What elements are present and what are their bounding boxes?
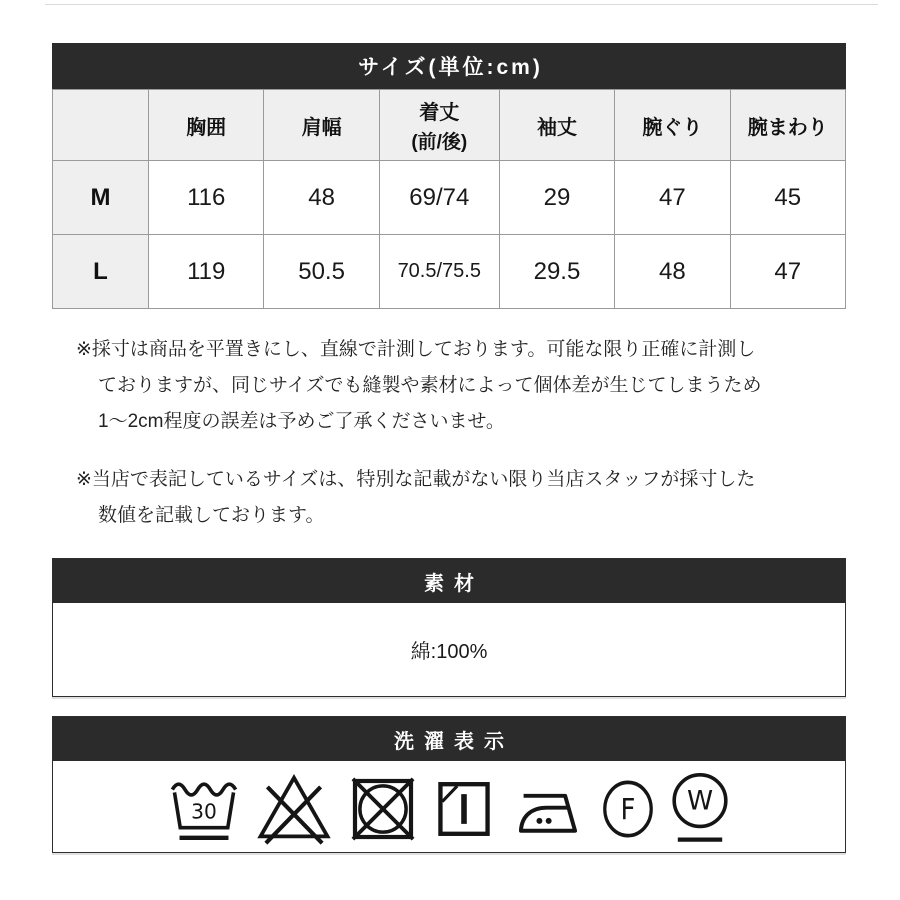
note-line: ておりますが、同じサイズでも縫製や素材によって個体差が生じてしまうため [98,375,762,396]
size-section-title-bar [52,43,846,89]
care-title: 洗濯表示 [394,730,514,753]
iron-medium-icon [510,776,586,842]
table-row-size-l [53,235,846,309]
material-title-bar [53,559,845,603]
page-top-divider [45,4,878,5]
row-label-m: M [53,161,149,235]
note-line: ※採寸は商品を平置きにし、直線で計測しております。可能な限り正確に計測し [76,339,756,360]
care-title-bar [53,717,845,761]
col-header-sleeve: 袖丈 [499,90,614,161]
dry-clean-letter: F [620,791,636,827]
table-row-size-m [53,161,846,235]
care-symbols-row [53,761,845,854]
do-not-tumble-dry-icon [348,774,418,844]
m-length: 69/74 [379,161,499,235]
wash-30-gentle-icon [168,773,240,845]
col-header-shoulder: 肩幅 [264,90,379,161]
l-shoulder: 50.5 [264,235,379,309]
note-line: 数値を記載しております。 [98,505,325,526]
wet-clean-gentle-icon [670,772,730,846]
material-section [52,558,846,697]
hang-dry-in-shade-icon [433,776,495,842]
m-arm-circumference: 45 [730,161,845,235]
m-chest: 116 [149,161,264,235]
size-table [52,89,846,309]
col-header-chest: 胸囲 [149,90,264,161]
note-line: ※当店で表記しているサイズは、特別な記載がない限り当店スタッフが採寸した [76,469,756,490]
care-section [52,716,846,853]
size-section [52,43,846,309]
m-shoulder: 48 [264,161,379,235]
dry-clean-petroleum-icon [601,778,655,840]
l-armhole: 48 [615,235,730,309]
col-header-arm-circumference: 腕まわり [730,90,845,161]
wash-temp-label: 30 [191,798,217,823]
do-not-bleach-icon [255,771,333,847]
l-chest: 119 [149,235,264,309]
col-header-length-main: 着丈 [419,102,460,124]
measurement-note [76,332,856,440]
material-value: 綿:100% [410,641,488,663]
size-section-title: サイズ(単位:cm) [358,56,543,79]
wet-clean-letter: W [686,785,714,817]
col-header-length-sub: (前/後) [411,132,468,153]
col-header-length [379,90,499,161]
material-title: 素材 [424,572,484,595]
row-label-l: L [53,235,149,309]
l-arm-circumference: 47 [730,235,845,309]
col-header-armhole: 腕ぐり [615,90,730,161]
m-sleeve: 29 [499,161,614,235]
l-sleeve: 29.5 [499,235,614,309]
size-table-header-row [53,90,846,161]
m-armhole: 47 [615,161,730,235]
l-length: 70.5/75.5 [379,235,499,309]
note-line: 1〜2cm程度の誤差は予めご了承くださいませ。 [98,411,505,432]
size-notation-note [76,462,856,534]
size-table-corner-cell [53,90,149,161]
